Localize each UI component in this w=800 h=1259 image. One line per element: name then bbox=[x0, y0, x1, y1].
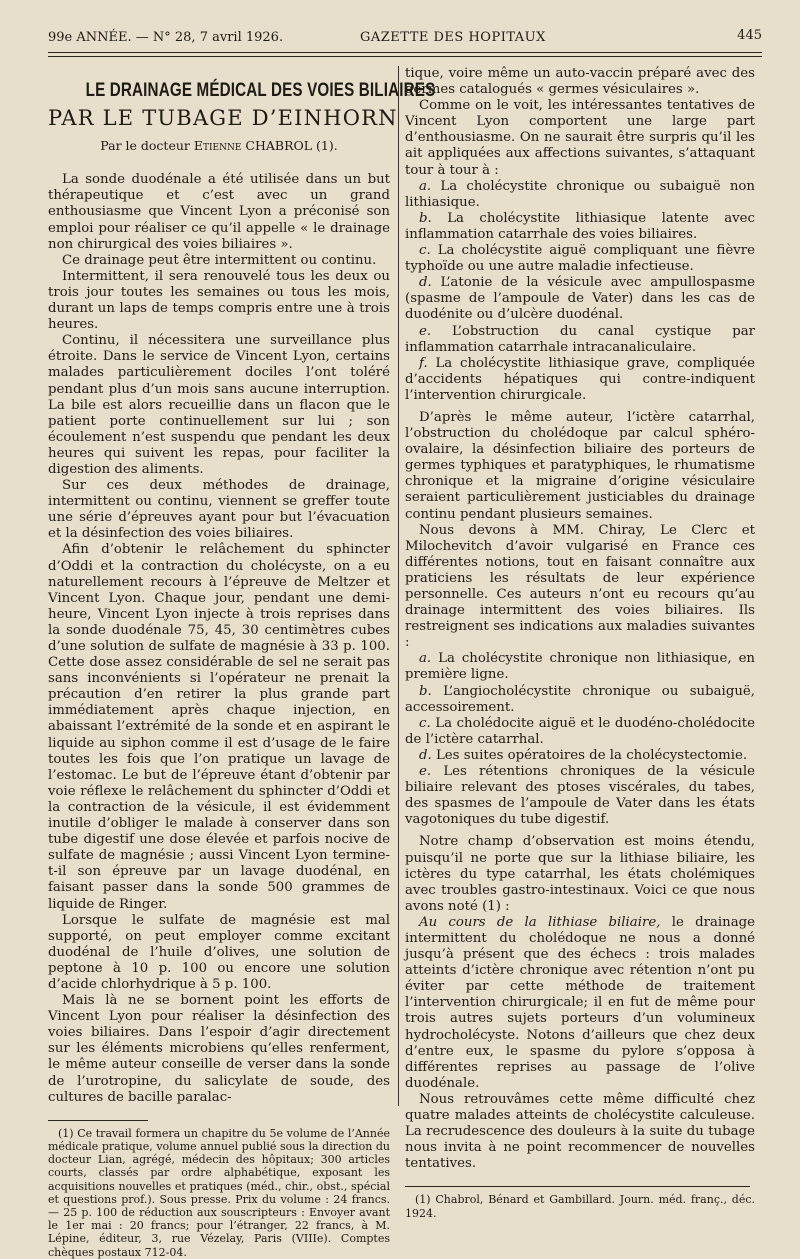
footnote-rule bbox=[405, 1186, 750, 1187]
byline: Par le docteur Etienne CHABROL (1). bbox=[100, 138, 338, 154]
list-item: b. La cholécystite lithiasique latente avec inflammation catarrhale des voies biliaires. bbox=[405, 210, 755, 242]
paragraph: tique, voire même un auto-vaccin préparé avec des germes catalogués « germes vésiculaires ». bbox=[405, 66, 755, 98]
issue-info: 99e ANNÉE. — N° 28, 7 avril 1926. bbox=[48, 30, 284, 45]
footnote-rule bbox=[48, 1120, 148, 1121]
paragraph: Ce drainage peut être intermittent ou continu. bbox=[62, 252, 377, 268]
paragraph: Comme on le voit, les intéressantes tentatives de Vincent Lyon comportent une large part d’enthousiasme. On ne saurait être surpris qu’il les ait appliquées aux affections suivantes, s’attaquant tour à tour à : bbox=[405, 98, 755, 178]
author-name: Etienne CHABROL bbox=[193, 138, 313, 154]
footnote: (1) Chabrol, Bénard et Gambillard. Journ. méd. franç., déc. 1924. bbox=[405, 1193, 755, 1220]
article-title: LE DRAINAGE MÉDICAL DES VOIES BILIAIRES bbox=[85, 79, 436, 101]
footnote: (1) Ce travail formera un chapitre du 5e volume de l’Année médicale pratique, volume annuel publié sous la direction du docteur Lian, agrégé, médecin des hôpitaux; 300 articles courts, classés par ordre alphabétique, exposant les acquisitions nouvelles et pratiques (méd., chir., obst., spécial et questions prof.). Sous presse. Prix du volume : 24 francs. — 25 p. 100 de réduction aux souscripteurs : Envoyer avant le 1er mai : 20 francs; pour l’étranger, 22 francs, à M. Lépine, éditeur, 3, rue Vézelay, Paris (VIIIe). Comptes chèques postaux 712-04. bbox=[48, 1126, 390, 1259]
column-divider bbox=[398, 66, 399, 1106]
paragraph: Au cours de la lithiase biliaire, le drainage intermittent du cholédoque ne nous a donné jusqu’à présent que des échecs : trois malades atteints d’ictère chronique avec rétention n’ont pu éviter par cette méthode de traitement l’intervention chirurgicale; il en fut de même pour trois autres sujets porteurs d’un volumineux hydrocholécyste. Notons d’ailleurs que chez deux d’entre eux, le spasme du pylore s’opposa à différentes reprises au passage de l’olive duodénale. bbox=[405, 914, 756, 1091]
paragraph: Intermittent, il sera renouvelé tous les deux ou trois jour toutes les semaines ou tous les mois, durant un laps de temps compris entre une à trois heures. bbox=[48, 268, 390, 333]
list-item: e. L’obstruction du canal cystique par inflammation catarrhale intracanaliculaire. bbox=[405, 323, 755, 355]
article-subtitle: PAR LE TUBAGE D’EINHORN bbox=[48, 106, 398, 131]
list-item: e. Les rétentions chroniques de la vésicule biliaire relevant des ptoses viscérales, du tabes, des spasmes de l’ampoule de Vater dans les états vagotoniques du tube digestif. bbox=[405, 764, 755, 828]
right-column bbox=[405, 66, 755, 1220]
paragraph: Mais là ne se bornent point les efforts de Vincent Lyon pour réaliser la désinfection des voies biliaires. Dans l’espoir d’agir directement sur les éléments microbiens qu’elles renferment, le même auteur conseille de verser dans la sonde de l’urotropine, du salicylate de soude, des cultures de bacille paralac- bbox=[48, 993, 390, 1105]
paragraph: Notre champ d’observation est moins étendu, puisqu’il ne porte que sur la lithiase biliaire, les ictères du type catarrhal, les états cholémiques avec troubles gastro-intestinaux. Voici ce que nous avons noté (1) : bbox=[405, 834, 755, 914]
paragraph: Afin d’obtenir le relâchement du sphincter d’Oddi et la contraction du cholécyste, on a eu naturellement recours à l’épreuve de Meltzer et Vincent Lyon. Chaque jour, pendant une demi-heure, Vincent Lyon injecte à trois reprises dans la sonde duodénale 75, 45, 30 centimètres cubes d’une solution de sulfate de magnésie à 33 p. 100. Cette dose assez considérable de sel ne serait pas sans inconvénients si l’opérateur ne prenait la précaution d’en retirer la plus grande part immédiatement après chaque injection, en abaissant l’extrémité de la sonde et en aspirant le liquide au siphon comme il est d’usage de le faire toutes les fois que l’on pratique un lavage de l’estomac. Le but de l’épreuve étant d’obtenir par voie réflexe le relâchement du sphincter d’Oddi et la contraction de la vésicule, il est évidemment inutile d’obliger le malade à conserver dans son tube digestif une dose élevée et parfois nocive de sulfate de magnésie ; aussi Vincent Lyon termine-t-il son épreuve par un lavage duodénal, en faisant passer dans la sonde 500 grammes de liquide de Ringer. bbox=[48, 542, 390, 912]
paragraph: La sonde duodénale a été utilisée dans un but thérapeutique et c’est avec un grand enthousiasme que Vincent Lyon a préconisé son emploi pour réaliser ce qu’il appelle « le drainage non chirurgical des voies biliaires ». bbox=[48, 172, 390, 252]
paragraph: Continu, il nécessitera une surveillance plus étroite. Dans le service de Vincent Lyon, certains malades particulièrement dociles l’ont toléré pendant plus d’un mois sans aucune interruption. La bile est alors recueillie dans un flacon que le patient porte continuellement sur lui ; son écoulement n’est suspendu que pendant les deux heures qui suivent les repas, pour faciliter la digestion des aliments. bbox=[48, 333, 390, 477]
list-item: d. Les suites opératoires de la cholécystectomie. bbox=[419, 747, 748, 763]
paragraph: Lorsque le sulfate de magnésie est mal supporté, on peut employer comme excitant duodénal de l’huile d’olives, une solution de peptone à 10 p. 100 ou encore une solution d’acide chlorhydrique à 5 p. 100. bbox=[48, 912, 390, 992]
list-item: a. La cholécystite chronique ou subaiguë non lithiasique. bbox=[405, 178, 755, 210]
list-item: d. L’atonie de la vésicule avec ampullospasme (spasme de l’ampoule de Vater) dans les cas de duodénite ou d’ulcère duodénal. bbox=[405, 275, 755, 323]
list-item: b. L’angiocholécystite chronique ou subaiguë, accessoirement. bbox=[405, 683, 755, 715]
paragraph: Sur ces deux méthodes de drainage, intermittent ou continu, viennent se greffer toute une série d’épreuves ayant pour but l’évacuation et la désinfection des voies biliaires. bbox=[48, 478, 390, 542]
list-item: c. La cholécystite aiguë compliquant une fièvre typhoïde ou une autre maladie infectieuse. bbox=[405, 243, 755, 275]
header-rule-thin bbox=[48, 56, 762, 57]
paragraph: Nous retrouvâmes cette même difficulté chez quatre malades atteints de cholécystite calculeuse. La recrudescence des douleurs à la suite du tubage nous invita à ne point recommencer de nouvelles tentatives. bbox=[405, 1091, 755, 1172]
header-rule-thick bbox=[48, 52, 762, 53]
running-header bbox=[48, 28, 762, 52]
list-item: c. La cholédocite aiguë et le duodéno-cholédocite de l’ictère catarrhal. bbox=[405, 715, 755, 747]
page-number: 445 bbox=[737, 28, 762, 43]
paragraph: Nous devons à MM. Chiray, Le Clerc et Milochevitch d’avoir vulgarisé en France ces différentes notions, tout en faisant connaître aux praticiens les résultats de leur expérience personnelle. Ces auteurs n’ont eu recours qu’au drainage intermittent des voies biliaires. Ils restreignent ses indications aux maladies suivantes : bbox=[405, 522, 755, 651]
left-column bbox=[48, 79, 436, 1259]
paragraph: D’après le même auteur, l’ictère catarrhal, l’obstruction du cholédoque par calcul sphéro-ovalaire, la désinfection biliaire des porteurs de germes typhiques et paratyphiques, le rhumatisme chronique et la migraine d’origine vésiculaire seraient particulièrement justiciables du drainage continu pendant plusieurs semaines. bbox=[405, 409, 755, 522]
list-item: f. La cholécystite lithiasique grave, compliquée d’accidents hépatiques qui contre-indiquent l’intervention chirurgicale. bbox=[405, 355, 755, 403]
list-item: a. La cholécystite chronique non lithiasique, en première ligne. bbox=[405, 651, 755, 683]
journal-title: GAZETTE DES HOPITAUX bbox=[360, 30, 546, 45]
